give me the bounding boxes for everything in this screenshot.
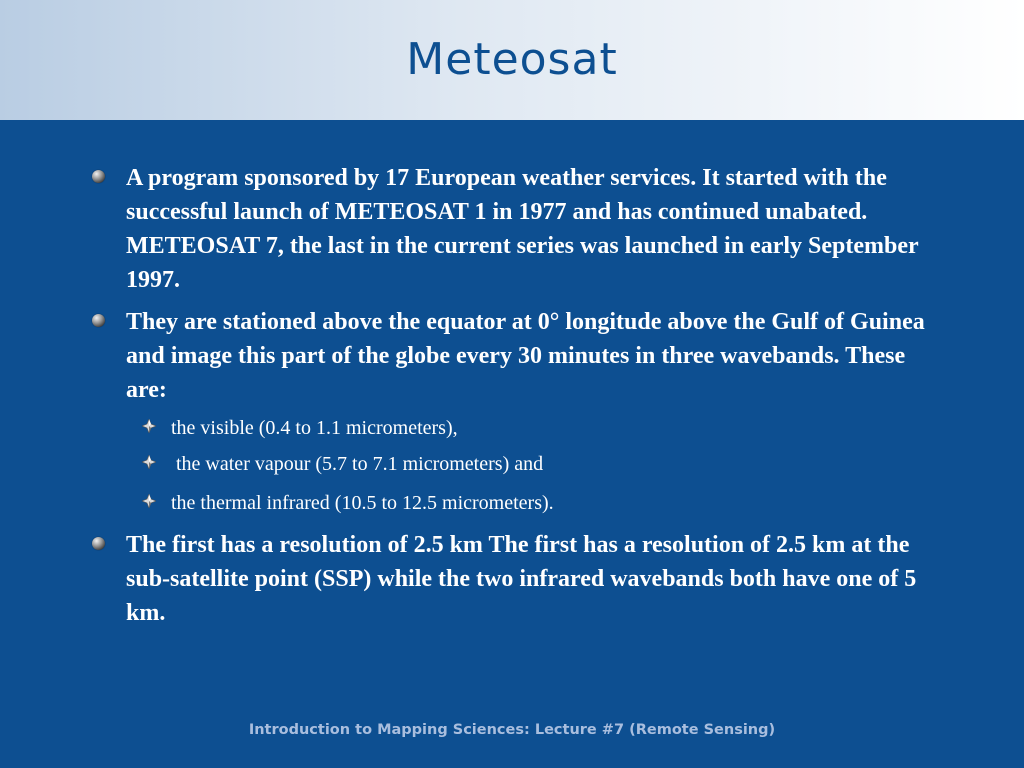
- sphere-bullet-icon: [92, 314, 105, 327]
- bullet-text-2: They are stationed above the equator at 0° longitude above the Gulf of Guinea and image this part of the globe every 30 minutes in three wavebands. These are:: [126, 309, 925, 403]
- sub-bullet-text-3: the thermal infrared (10.5 to 12.5 micrometers).: [171, 492, 554, 514]
- bullet-text-1: A program sponsored by 17 European weather services. It started with the successful launch of METEOSAT 1 in 1977 and has continued unabated. METEOSAT 7, the last in the current series was launched in early September 1997.: [126, 165, 919, 293]
- diamond-star-bullet-icon: [142, 419, 156, 433]
- diamond-star-bullet-icon: [142, 455, 156, 469]
- sphere-bullet-icon: [92, 170, 105, 183]
- slide-title: Meteosat: [406, 34, 618, 85]
- slide-footer: Introduction to Mapping Sciences: Lecture #7 (Remote Sensing): [248, 722, 776, 738]
- sphere-bullet-icon: [92, 537, 105, 550]
- bullet-text-3: The first has a resolution of 2.5 km The first has a resolution of 2.5 km at the sub-satellite point (SSP) while the two infrared wavebands both have one of 5 km.: [126, 532, 917, 626]
- sub-bullet-text-2: the water vapour (5.7 to 7.1 micrometers) and: [171, 453, 544, 475]
- diamond-star-bullet-icon: [142, 494, 156, 508]
- sub-bullet-text-1: the visible (0.4 to 1.1 micrometers),: [171, 417, 458, 439]
